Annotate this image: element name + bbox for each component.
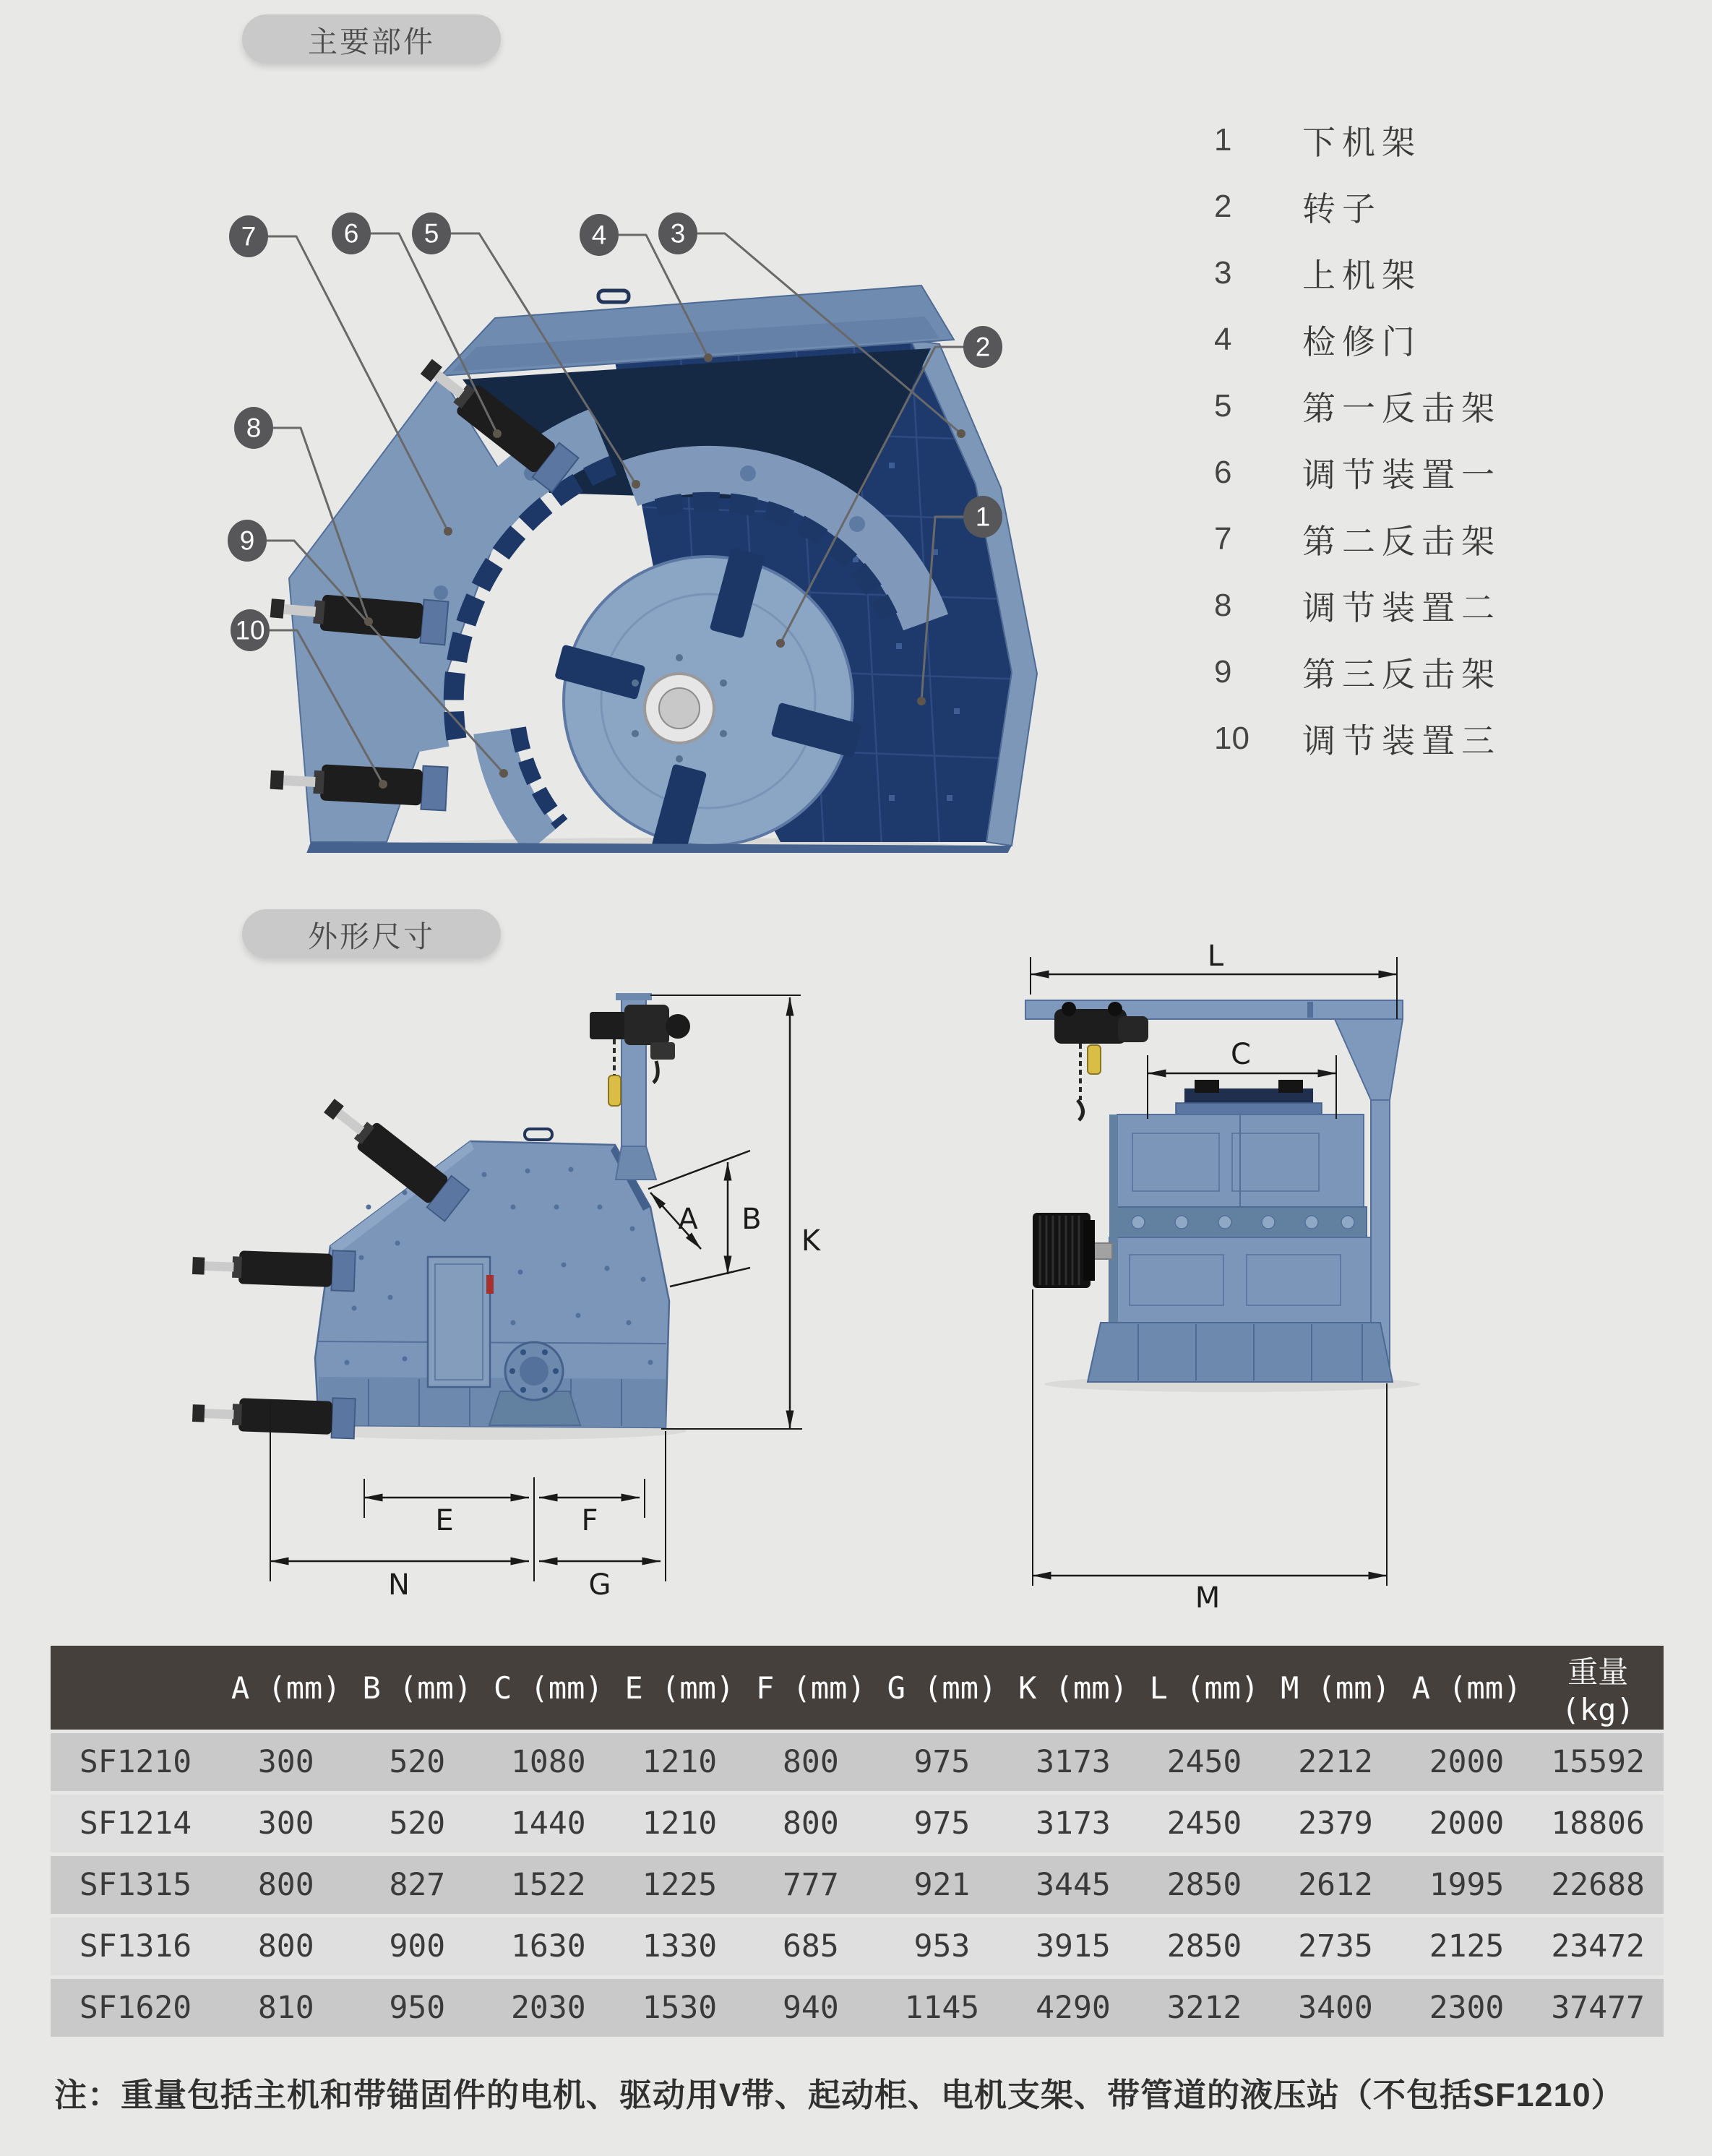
svg-text:6: 6 — [343, 218, 359, 249]
spec-cell: 3212 — [1139, 1979, 1270, 2037]
spec-cell: 975 — [877, 1795, 1008, 1852]
spec-header-model — [51, 1646, 220, 1730]
spec-cell: 2450 — [1139, 1733, 1270, 1791]
side-view-dimension-drawing — [188, 969, 831, 1619]
red-handle — [486, 1275, 494, 1294]
legend-item — [1214, 705, 1662, 772]
dim-label-K: K — [801, 1224, 821, 1258]
svg-text:10: 10 — [235, 615, 265, 645]
side-view-machine-art — [192, 993, 690, 1440]
spec-header: B (mm) — [352, 1646, 483, 1730]
svg-text:9: 9 — [239, 525, 255, 556]
spec-header-row — [51, 1646, 1664, 1730]
spec-header: M (mm) — [1270, 1646, 1401, 1730]
dim-label-N: N — [388, 1568, 410, 1602]
spec-row — [51, 1795, 1664, 1852]
dim-label-E: E — [435, 1504, 454, 1537]
legend-item — [1214, 240, 1662, 306]
section-title-main-parts — [242, 14, 501, 64]
legend-item-label: 调节装置三 — [1302, 722, 1501, 760]
legend-item-number: 2 — [1214, 189, 1232, 224]
dim-label-F: F — [581, 1504, 598, 1537]
spec-model: SF1210 — [51, 1733, 220, 1791]
spec-cell: 1522 — [483, 1856, 614, 1914]
spec-cell: 3173 — [1007, 1795, 1139, 1852]
dim-label-C: C — [1231, 1038, 1251, 1071]
spec-cell: 2000 — [1401, 1733, 1533, 1791]
spec-cell: 1210 — [614, 1795, 746, 1852]
legend-item-number: 9 — [1214, 654, 1232, 690]
spec-model: SF1316 — [51, 1917, 220, 1975]
spec-cell: 2300 — [1401, 1979, 1533, 2037]
svg-text:8: 8 — [246, 413, 262, 443]
spec-cell: 2000 — [1401, 1795, 1533, 1852]
spec-cell: 1440 — [483, 1795, 614, 1852]
spec-header: E (mm) — [614, 1646, 746, 1730]
legend-item-number: 4 — [1214, 322, 1232, 357]
spec-cell: 520 — [352, 1733, 483, 1791]
spec-header: A (mm) — [1401, 1646, 1533, 1730]
spec-cell: 800 — [745, 1733, 877, 1791]
spec-cell: 1145 — [877, 1979, 1008, 2037]
callout-9 — [228, 520, 267, 562]
legend-item — [1214, 107, 1662, 173]
spec-row — [51, 1917, 1664, 1975]
spec-model: SF1315 — [51, 1856, 220, 1914]
spec-cell: 37477 — [1532, 1979, 1664, 2037]
callout-1 — [963, 496, 1002, 538]
spec-row — [51, 1979, 1664, 2037]
spec-cell: 3915 — [1007, 1917, 1139, 1975]
spec-cell: 1210 — [614, 1733, 746, 1791]
spec-cell: 520 — [352, 1795, 483, 1852]
spec-header: K (mm) — [1007, 1646, 1139, 1730]
spec-row — [51, 1733, 1664, 1791]
spec-model: SF1620 — [51, 1979, 220, 2037]
legend-item-number: 1 — [1214, 122, 1232, 158]
spec-model: SF1214 — [51, 1795, 220, 1852]
legend-item-label: 上机架 — [1302, 257, 1421, 294]
legend-item-number: 6 — [1214, 455, 1232, 490]
spec-cell: 2125 — [1401, 1917, 1533, 1975]
legend-item-number: 5 — [1214, 388, 1232, 424]
callout-2 — [963, 326, 1002, 368]
svg-text:2: 2 — [975, 332, 991, 362]
spec-cell: 2850 — [1139, 1917, 1270, 1975]
spec-cell: 3445 — [1007, 1856, 1139, 1914]
spec-cell: 810 — [220, 1979, 352, 2037]
svg-text:4: 4 — [591, 220, 607, 250]
spec-cell: 1530 — [614, 1979, 746, 2037]
impact-rack-3 — [494, 728, 562, 841]
spec-cell: 800 — [220, 1856, 352, 1914]
section-title-dimensions-text: 外形尺寸 — [308, 919, 435, 953]
v-belt-sheave-icon — [1033, 1213, 1112, 1288]
callout-6 — [332, 212, 371, 254]
front-view-dimension-drawing — [1008, 940, 1485, 1633]
callout-8 — [234, 407, 273, 449]
spec-cell: 3173 — [1007, 1733, 1139, 1791]
svg-text:5: 5 — [423, 218, 439, 249]
legend-item — [1214, 373, 1662, 439]
legend-item-number: 8 — [1214, 588, 1232, 623]
legend-item-label: 下机架 — [1302, 124, 1421, 161]
legend-item-label: 检修门 — [1302, 323, 1421, 361]
callout-5 — [412, 212, 451, 254]
spec-header: L (mm) — [1139, 1646, 1270, 1730]
spec-cell: 2850 — [1139, 1856, 1270, 1914]
spec-cell: 1630 — [483, 1917, 614, 1975]
spec-row — [51, 1856, 1664, 1914]
spec-cell: 827 — [352, 1856, 483, 1914]
spec-cell: 950 — [352, 1979, 483, 2037]
legend-item-label: 调节装置一 — [1302, 456, 1501, 494]
legend-item — [1214, 173, 1662, 240]
spec-cell: 1225 — [614, 1856, 746, 1914]
spec-cell: 23472 — [1532, 1917, 1664, 1975]
legend-item-label: 调节装置二 — [1302, 589, 1501, 627]
spec-cell: 4290 — [1007, 1979, 1139, 2037]
spec-cell: 2450 — [1139, 1795, 1270, 1852]
access-door — [428, 1257, 490, 1387]
spec-cell: 800 — [220, 1917, 352, 1975]
spec-cell: 685 — [745, 1917, 877, 1975]
dim-label-L: L — [1207, 940, 1224, 973]
chain-hoist-icon — [1054, 1002, 1148, 1120]
spec-cell: 22688 — [1532, 1856, 1664, 1914]
spec-cell: 300 — [220, 1733, 352, 1791]
spec-cell: 2735 — [1270, 1917, 1401, 1975]
callout-3 — [658, 212, 697, 254]
spec-header: C (mm) — [483, 1646, 614, 1730]
spec-cell: 940 — [745, 1979, 877, 2037]
spec-header: G (mm) — [877, 1646, 1008, 1730]
callout-7 — [229, 215, 268, 257]
spec-header: 重量(kg) — [1532, 1646, 1664, 1730]
spec-cell: 975 — [877, 1733, 1008, 1791]
spec-cell: 2379 — [1270, 1795, 1401, 1852]
spec-cell: 2212 — [1270, 1733, 1401, 1791]
front-view-machine-art — [1025, 1000, 1420, 1392]
section-title-main-parts-text: 主要部件 — [308, 25, 435, 59]
spec-cell: 921 — [877, 1856, 1008, 1914]
svg-text:7: 7 — [241, 221, 257, 252]
legend-item-label: 第一反击架 — [1302, 390, 1501, 427]
crusher-cutaway-diagram — [202, 123, 1192, 853]
legend-item-number: 3 — [1214, 255, 1232, 291]
legend-item — [1214, 639, 1662, 705]
spec-table — [51, 1642, 1664, 2040]
legend-item — [1214, 506, 1662, 572]
spec-cell: 1330 — [614, 1917, 746, 1975]
spec-cell: 2030 — [483, 1979, 614, 2037]
legend-item-label: 第二反击架 — [1302, 523, 1501, 560]
spec-cell: 18806 — [1532, 1795, 1664, 1852]
legend-item — [1214, 572, 1662, 639]
spec-cell: 777 — [745, 1856, 877, 1914]
spec-header: F (mm) — [745, 1646, 877, 1730]
spec-cell: 800 — [745, 1795, 877, 1852]
legend-item-label: 转子 — [1302, 190, 1382, 228]
spec-cell: 300 — [220, 1795, 352, 1852]
spec-cell: 1080 — [483, 1733, 614, 1791]
spec-cell: 2612 — [1270, 1856, 1401, 1914]
legend-item-number: 7 — [1214, 521, 1232, 557]
spec-cell: 15592 — [1532, 1733, 1664, 1791]
dim-label-B: B — [741, 1203, 762, 1236]
legend-item-number: 10 — [1214, 721, 1249, 756]
spec-cell: 900 — [352, 1917, 483, 1975]
callout-10 — [231, 609, 270, 651]
dim-label-A: A — [678, 1203, 698, 1236]
hoist-grip-yellow — [1088, 1045, 1101, 1074]
spec-cell: 953 — [877, 1917, 1008, 1975]
callout-4 — [580, 214, 619, 256]
legend-item — [1214, 306, 1662, 373]
svg-text:3: 3 — [670, 218, 686, 249]
spec-cell: 1995 — [1401, 1856, 1533, 1914]
lifting-lug-icon — [598, 291, 629, 302]
parts-legend — [1214, 107, 1662, 772]
spec-header: A (mm) — [220, 1646, 352, 1730]
dim-label-G: G — [588, 1568, 611, 1602]
hoist-grip-yellow — [608, 1075, 621, 1106]
dim-label-M: M — [1195, 1581, 1221, 1615]
weight-footnote: 注：重量包括主机和带锚固件的电机、驱动用V带、起动柜、电机支架、带管道的液压站（不包括SF1210） — [54, 2076, 1625, 2113]
legend-item-label: 第三反击架 — [1302, 656, 1501, 693]
legend-item — [1214, 439, 1662, 506]
section-title-dimensions — [242, 909, 501, 958]
svg-text:1: 1 — [975, 502, 991, 532]
spec-cell: 3400 — [1270, 1979, 1401, 2037]
